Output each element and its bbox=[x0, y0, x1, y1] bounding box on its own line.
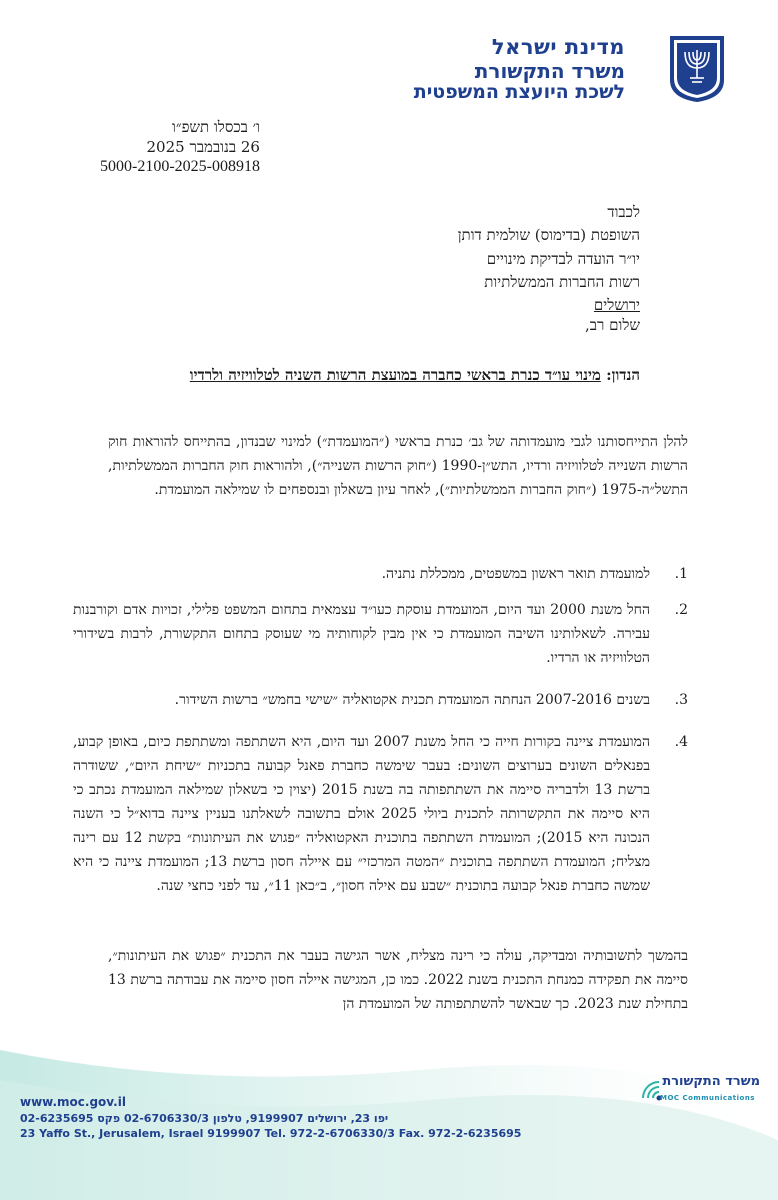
list-item bbox=[73, 730, 688, 898]
moc-logo-hebrew: משרד התקשורת bbox=[662, 1074, 760, 1089]
subject-label: הנדון: bbox=[606, 366, 640, 384]
list-item-text: למועמדת תואר ראשון במשפטים, ממכללת נתניה. bbox=[381, 566, 650, 582]
footer-address-english: 23 Yaffo St., Jerusalem, Israel 9199907 Tel. 972-2-6706330/3 Fax. 972-2-6235695 bbox=[20, 1127, 522, 1141]
list-item-number: 4. bbox=[674, 734, 688, 750]
moc-logo-english: MOC Communications bbox=[660, 1094, 755, 1102]
list-item-number: 1. bbox=[674, 566, 688, 582]
hebrew-date: ו׳ בכסלו תשפ״ו bbox=[172, 118, 260, 136]
closing-paragraph: בהמשך לתשובותיה ומבדיקה, עולה כי רינה מצליח, אשר הגישה בעבר את התכנית ״פגוש את העיתונות״, סיימה את תפקידה כמנחת התכנית בשנת 2022. כמו כן, המגישה איילה חסון סיימה את עבודתה ברשת 13 בתחילת שנת 2023. כך שבאשר להשתתפותה של המועמדת הן bbox=[108, 948, 688, 1012]
addressee-org: רשות החברות הממשלתיות bbox=[484, 272, 640, 291]
state-name: מדינת ישראל bbox=[491, 35, 625, 59]
gregorian-date: 26 בנובמבר 2025 bbox=[146, 137, 260, 156]
list-item-number: 3. bbox=[674, 692, 688, 708]
footer-address-hebrew: יפו 23, ירושלים 9199907, טלפון 02-6706330/3 פקס 02-6235695 bbox=[20, 1111, 389, 1125]
list-item-number: 2. bbox=[674, 602, 688, 618]
letterhead bbox=[414, 36, 625, 103]
subject-topic: מינוי עו״ד כנרת בראשי כחברה במועצת הרשות השניה לטלוויזיה ולרדיו bbox=[189, 366, 601, 384]
list-item-text: המועמדת ציינה בקורות חייה כי החל משנת 2007 ועד היום, היא השתתפה ומשתתפת כיום, באופן קבוע, בפנאלים השונים בערוצים השונים: בעבר שימשה כחברת פאנל קבועה בתכניות ״שיחת היום״, ששודרה ברשת 13 ולדבריה סיימה את השתתפותה בה בשנת 2015 (יצוין כי בשאלון שמילאה המועמדת נכתב כי היא סיימה את התקשרותה לתכנית ביולי 2025 אולם בתשובה לשאלתנו בעניין ציינה בדוא״ל כי השנה הנכונה היא 2015); המועמדת השתתפה בתוכנית האקטואליה ״פגוש את העיתונות״ בקשת 12 עם רינה מצליח; המועמדת השתתפה בתוכנית ״המטה המרכזי״ עם איילה חסון ברשת 13; המועמדת ציינה כי היא שמשה כחברת פנאל קבועה בתוכנית ״שבע עם אילה חסון״, ב״כאן 11״, עד לפני כחצי שנה. bbox=[73, 734, 651, 894]
department-name: לשכת היועצת המשפטית bbox=[413, 80, 625, 103]
greeting: שלום רב, bbox=[585, 316, 640, 334]
list-item-text: החל משנת 2000 ועד היום, המועמדת עוסקת כעו״ד עצמאית בתחום המשפט פלילי, זכויות אדם וקורבנות עבירה. לשאלותינו השיבה המועמדת כי אין מבין לקוחותיה מי שעוסק בתחום התקשורת, לרבות בשידורי הטלוויזיה או הרדיו. bbox=[73, 602, 650, 666]
ministry-name: משרד התקשורת bbox=[474, 58, 625, 83]
website-link[interactable]: www.moc.gov.il bbox=[20, 1095, 126, 1109]
list-item-text: בשנים 2007-2016 הנחתה המועמדת תכנית אקטואליה ״שישי בחמש״ ברשות השידור. bbox=[174, 692, 650, 708]
addressee-role: יו״ר הועדה לבדיקת מינויים bbox=[486, 249, 640, 268]
list-item bbox=[73, 562, 688, 586]
list-item bbox=[73, 688, 688, 712]
addressee-city: ירושלים bbox=[593, 296, 640, 314]
date-block bbox=[100, 118, 260, 178]
intro-paragraph: להלן התייחסותנו לגבי מועמדותה של גב׳ כנרת בראשי (״המועמדת״) למינוי שבנדון, בהתייחס להוראות חוק הרשות השנייה לטלוויזיה ורדיו, התש״ן-1990 (״חוק הרשות השנייה״), ולהוראות חוק החברות הממשלתיות, התשל״ה-1975 (״חוק החברות הממשלתיות״), לאחר עיון בשאלון ובנספחים לו שמילאה המועמדת. bbox=[108, 434, 688, 498]
addressee-block bbox=[458, 201, 640, 317]
addressee-honorific: לכבוד bbox=[607, 203, 640, 221]
subject-line bbox=[190, 366, 640, 385]
list-item bbox=[73, 598, 688, 670]
footer-contact bbox=[20, 1094, 521, 1142]
reference-number: 5000-2100-2025-008918 bbox=[100, 158, 260, 175]
state-emblem-icon bbox=[666, 32, 728, 104]
addressee-name: השופטת (בדימוס) שולמית דותן bbox=[457, 226, 640, 245]
